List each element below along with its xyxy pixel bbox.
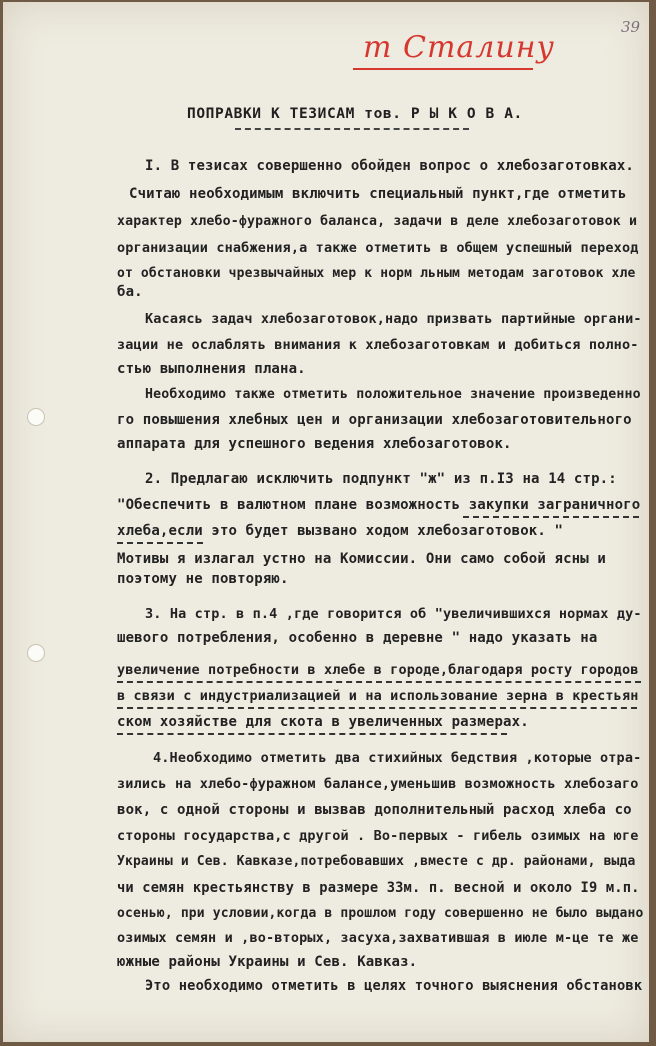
text-line: хлеба,если это будет вызвано ходом хлебозаготовок. " — [117, 523, 564, 539]
text-line: чи семян крестьянству в размере 33м. п. весной и около I9 м.п. — [117, 880, 640, 896]
text-line: аппарата для успешного ведения хлебозаготовок. — [117, 436, 512, 452]
text-line: 4.Необходимо отметить два стихийных бедствия ,которые отра- — [153, 750, 642, 766]
handwritten-underline — [463, 516, 639, 518]
title-underline — [235, 128, 469, 130]
text-line: Необходимо также отметить положительное значение произведенно — [145, 387, 641, 402]
text-line: увеличение потребности в хлебе в городе,благодаря росту городов — [117, 662, 639, 678]
text-line: Украины и Сев. Кавказе,потребовавших ,вместе с др. районами, выда — [117, 854, 636, 869]
text-line: поэтому не повторяю. — [117, 571, 289, 587]
handwritten-underline — [353, 68, 533, 70]
text-line: стороны государства,с другой . Во-первых - гибель озимых на юге — [117, 828, 639, 844]
text-line: шевого потребления, особенно в деревне " надо указать на — [117, 630, 598, 646]
punch-hole — [27, 408, 45, 426]
text-line: Мотивы я излагал устно на Комиссии. Они само собой ясны и — [117, 551, 606, 567]
text-line: го повышения хлебных цен и организации хлебозаготовительного — [117, 412, 632, 428]
text-line: I. В тезисах совершенно обойден вопрос о хлебозаготовках. — [145, 158, 634, 174]
text-line: 3. На стр. в п.4 ,где говорится об "увеличившихся нормах ду- — [145, 606, 642, 622]
text-line: Считаю необходимым включить специальный пункт,где отметить — [129, 186, 627, 202]
text-line: зились на хлебо-фуражном балансе,уменьшив возможность хлебозаго — [117, 776, 639, 792]
text-line: Касаясь задач хлебозаготовок,надо призвать партийные органи- — [145, 311, 642, 327]
text-line: 2. Предлагаю исключить подпункт "ж" из п.I3 на 14 стр.: — [145, 471, 617, 487]
handwritten-underline — [117, 707, 637, 709]
punch-hole — [27, 644, 45, 662]
text-line: зации не ослаблять внимания к хлебозаготовкам и добиться полно- — [117, 337, 639, 353]
handwritten-note: т Сталину — [363, 30, 555, 65]
text-line: ском хозяйстве для скота в увеличенных размерах. — [117, 714, 529, 730]
text-line: вок, с одной стороны и вызвав дополнительный расход хлеба со — [117, 802, 632, 818]
text-line: ба. — [117, 284, 143, 300]
text-line: Это необходимо отметить в целях точного выяснения обстановк — [145, 978, 643, 994]
text-line: осенью, при условии,когда в прошлом году совершенно не было выдано — [117, 906, 644, 921]
document-title: ПОПРАВКИ К ТЕЗИСАМ тов. Р Ы К О В А. — [187, 106, 523, 122]
handwritten-underline — [117, 542, 203, 544]
page-number: 39 — [621, 18, 641, 36]
document-page — [3, 2, 649, 1042]
text-line: организации снабжения,а также отметить в общем успешный переход — [117, 240, 639, 256]
text-line: от обстановки чрезвычайных мер к норм льным методам заготовок хле — [117, 266, 636, 281]
text-line: озимых семян и ,во-вторых, засуха,захватившая в июле м-це те же — [117, 930, 639, 946]
text-line: стью выполнения плана. — [117, 361, 306, 377]
text-line: южные районы Украины и Сев. Кавказ. — [117, 954, 418, 970]
handwritten-underline — [117, 681, 641, 683]
text-line: характер хлебо-фуражного баланса, задачи в деле хлебозаготовок и — [117, 214, 638, 229]
text-line: "Обеспечить в валютном плане возможность закупки заграничного — [117, 497, 641, 513]
text-line: в связи с индустриализацией и на использование зерна в крестьян — [117, 688, 639, 704]
handwritten-underline — [117, 733, 507, 735]
